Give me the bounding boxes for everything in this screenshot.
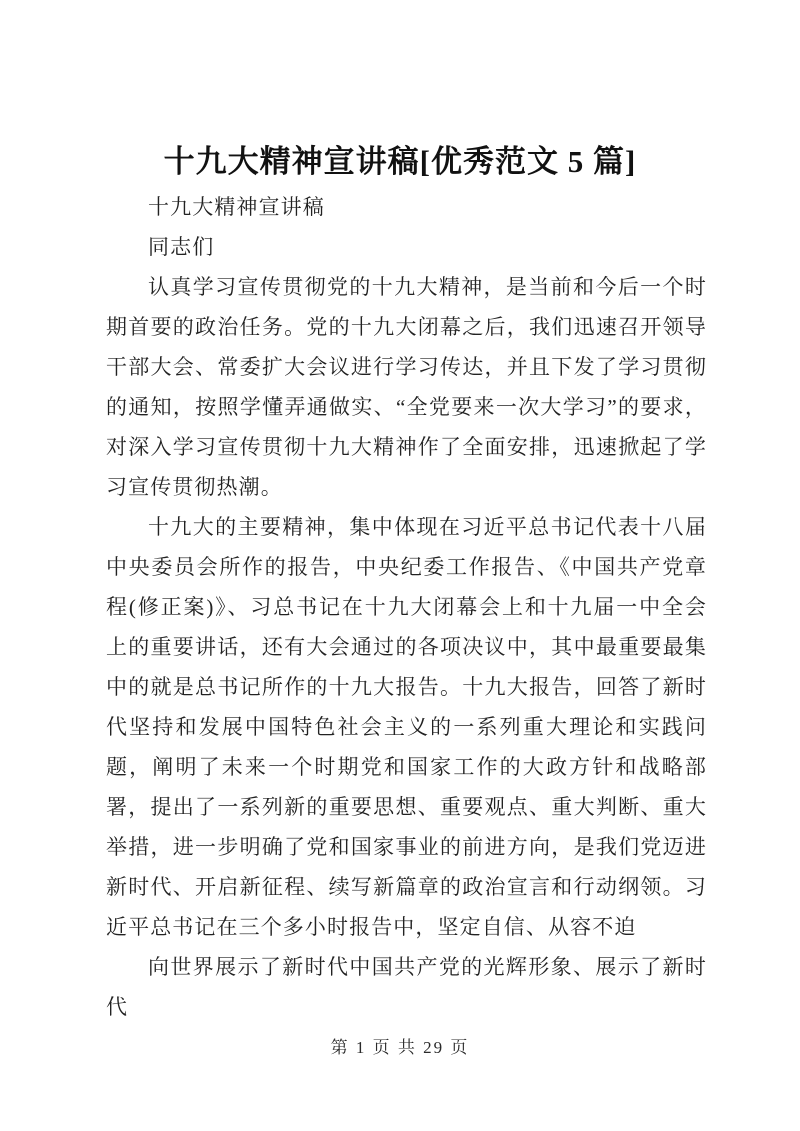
paragraph-body-1: 认真学习宣传贯彻党的十九大精神，是当前和今后一个时期首要的政治任务。党的十九大闭幕之后，我们迅速召开领导干部大会、常委扩大会议进行学习传达，并且下发了学习贯彻的通知，按照学懂弄通做实、“全党要来一次大学习”的要求，对深入学习宣传贯彻十九大精神作了全面安排，迅速掀起了学习宣传贯彻热潮。 <box>106 275 707 499</box>
page-number-indicator: 第 1 页 共 29 页 <box>330 1038 470 1057</box>
paragraph-body-3: 向世界展示了新时代中国共产党的光辉形象、展示了新时代 <box>106 955 707 1019</box>
document-body <box>106 187 707 1027</box>
paragraph-salutation: 同志们 <box>148 235 215 259</box>
paragraph-body-2: 十九大的主要精神，集中体现在习近平总书记代表十八届中央委员会所作的报告，中央纪委工作报告、《中国共产党章程(修正案)》、习总书记在十九大闭幕会上和十九届一中全会上的重要讲话，还有大会通过的各项决议中，其中最重要最集中的就是总书记所作的十九大报告。十九大报告，回答了新时代坚持和发展中国特色社会主义的一系列重大理论和实践问题，阐明了未来一个时期党和国家工作的大政方针和战略部署，提出了一系列新的重要思想、重要观点、重大判断、重大举措，进一步明确了党和国家事业的前进方向，是我们党迈进新时代、开启新征程、续写新篇章的政治宣言和行动纲领。习近平总书记在三个多小时报告中，坚定自信、从容不迫 <box>106 515 707 939</box>
paragraph-subtitle: 十九大精神宣讲稿 <box>148 195 325 219</box>
page-footer <box>0 1033 800 1058</box>
document-title: 十九大精神宣讲稿[优秀范文 5 篇] <box>163 144 637 179</box>
